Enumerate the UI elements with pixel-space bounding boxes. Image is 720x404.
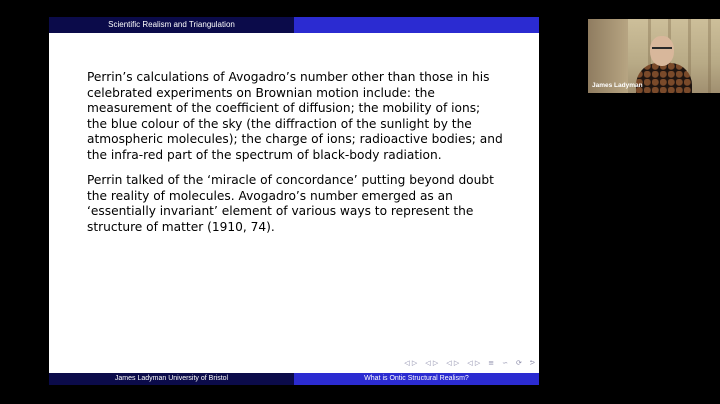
text-line: celebrated experiments on Brownian motion include: the [87, 85, 435, 100]
nav-prev-frame-icon[interactable]: ◁ [404, 359, 410, 367]
text-line: measurement of the coefficient of diffusion; the mobility of ions; [87, 101, 481, 115]
nav-next-doc-icon[interactable]: ▷ [474, 359, 481, 367]
text-line: structure of matter (1910, 74). [87, 219, 275, 234]
nav-frame-group [404, 359, 417, 367]
text-line: atmospheric molecules); the charge of ions; radioactive bodies; and [87, 132, 503, 146]
nav-back-icon[interactable]: ∽ [502, 359, 509, 367]
nav-prev-section-icon[interactable]: ◁ [446, 359, 452, 367]
slide-footer [49, 373, 539, 385]
text-line: the infra-red part of the spectrum of black-body radiation. [87, 147, 442, 162]
participant-name-label: James Ladyman [592, 82, 643, 89]
paragraph-1 [87, 70, 507, 163]
text-line: Perrin talked of the ‘miracle of concordance’ putting beyond doubt [87, 173, 494, 187]
background-stripe [708, 19, 711, 93]
nav-subsection-group [425, 359, 438, 367]
participant-body [636, 63, 692, 93]
nav-prev-doc-icon[interactable]: ◁ [467, 359, 473, 367]
beamer-navigation [404, 359, 535, 367]
nav-next-frame-icon[interactable]: ▷ [411, 359, 418, 367]
text-line: ‘essentially invariant’ element of various ways to represent the [87, 204, 474, 218]
nav-zoom-icon[interactable]: ᕗ [529, 359, 535, 367]
footer-author: James Ladyman University of Bristol [49, 373, 294, 385]
footer-talk-title: What is Ontic Structural Realism? [294, 373, 539, 385]
nav-next-subsection-icon[interactable]: ▷ [432, 359, 439, 367]
slide-header-title: Scientific Realism and Triangulation [108, 20, 235, 29]
nav-doc-group [467, 359, 480, 367]
nav-search-icon[interactable]: ⟳ [516, 359, 522, 367]
slide-body [87, 70, 507, 245]
presentation-slide [49, 17, 539, 385]
nav-next-section-icon[interactable]: ▷ [453, 359, 460, 367]
text-line: the reality of molecules. Avogadro’s number emerged as an [87, 188, 453, 203]
text-line: the blue colour of the sky (the diffraction of the sunlight by the [87, 116, 472, 131]
slide-header [49, 17, 539, 33]
text-line: Perrin’s calculations of Avogadro’s number other than those in his [87, 70, 490, 84]
header-right-bar [294, 17, 539, 33]
participant-glasses [652, 47, 672, 53]
paragraph-2 [87, 173, 507, 235]
nav-section-group [446, 359, 459, 367]
nav-prev-subsection-icon[interactable]: ◁ [425, 359, 431, 367]
nav-toc-icon[interactable]: ≡ [488, 359, 495, 367]
